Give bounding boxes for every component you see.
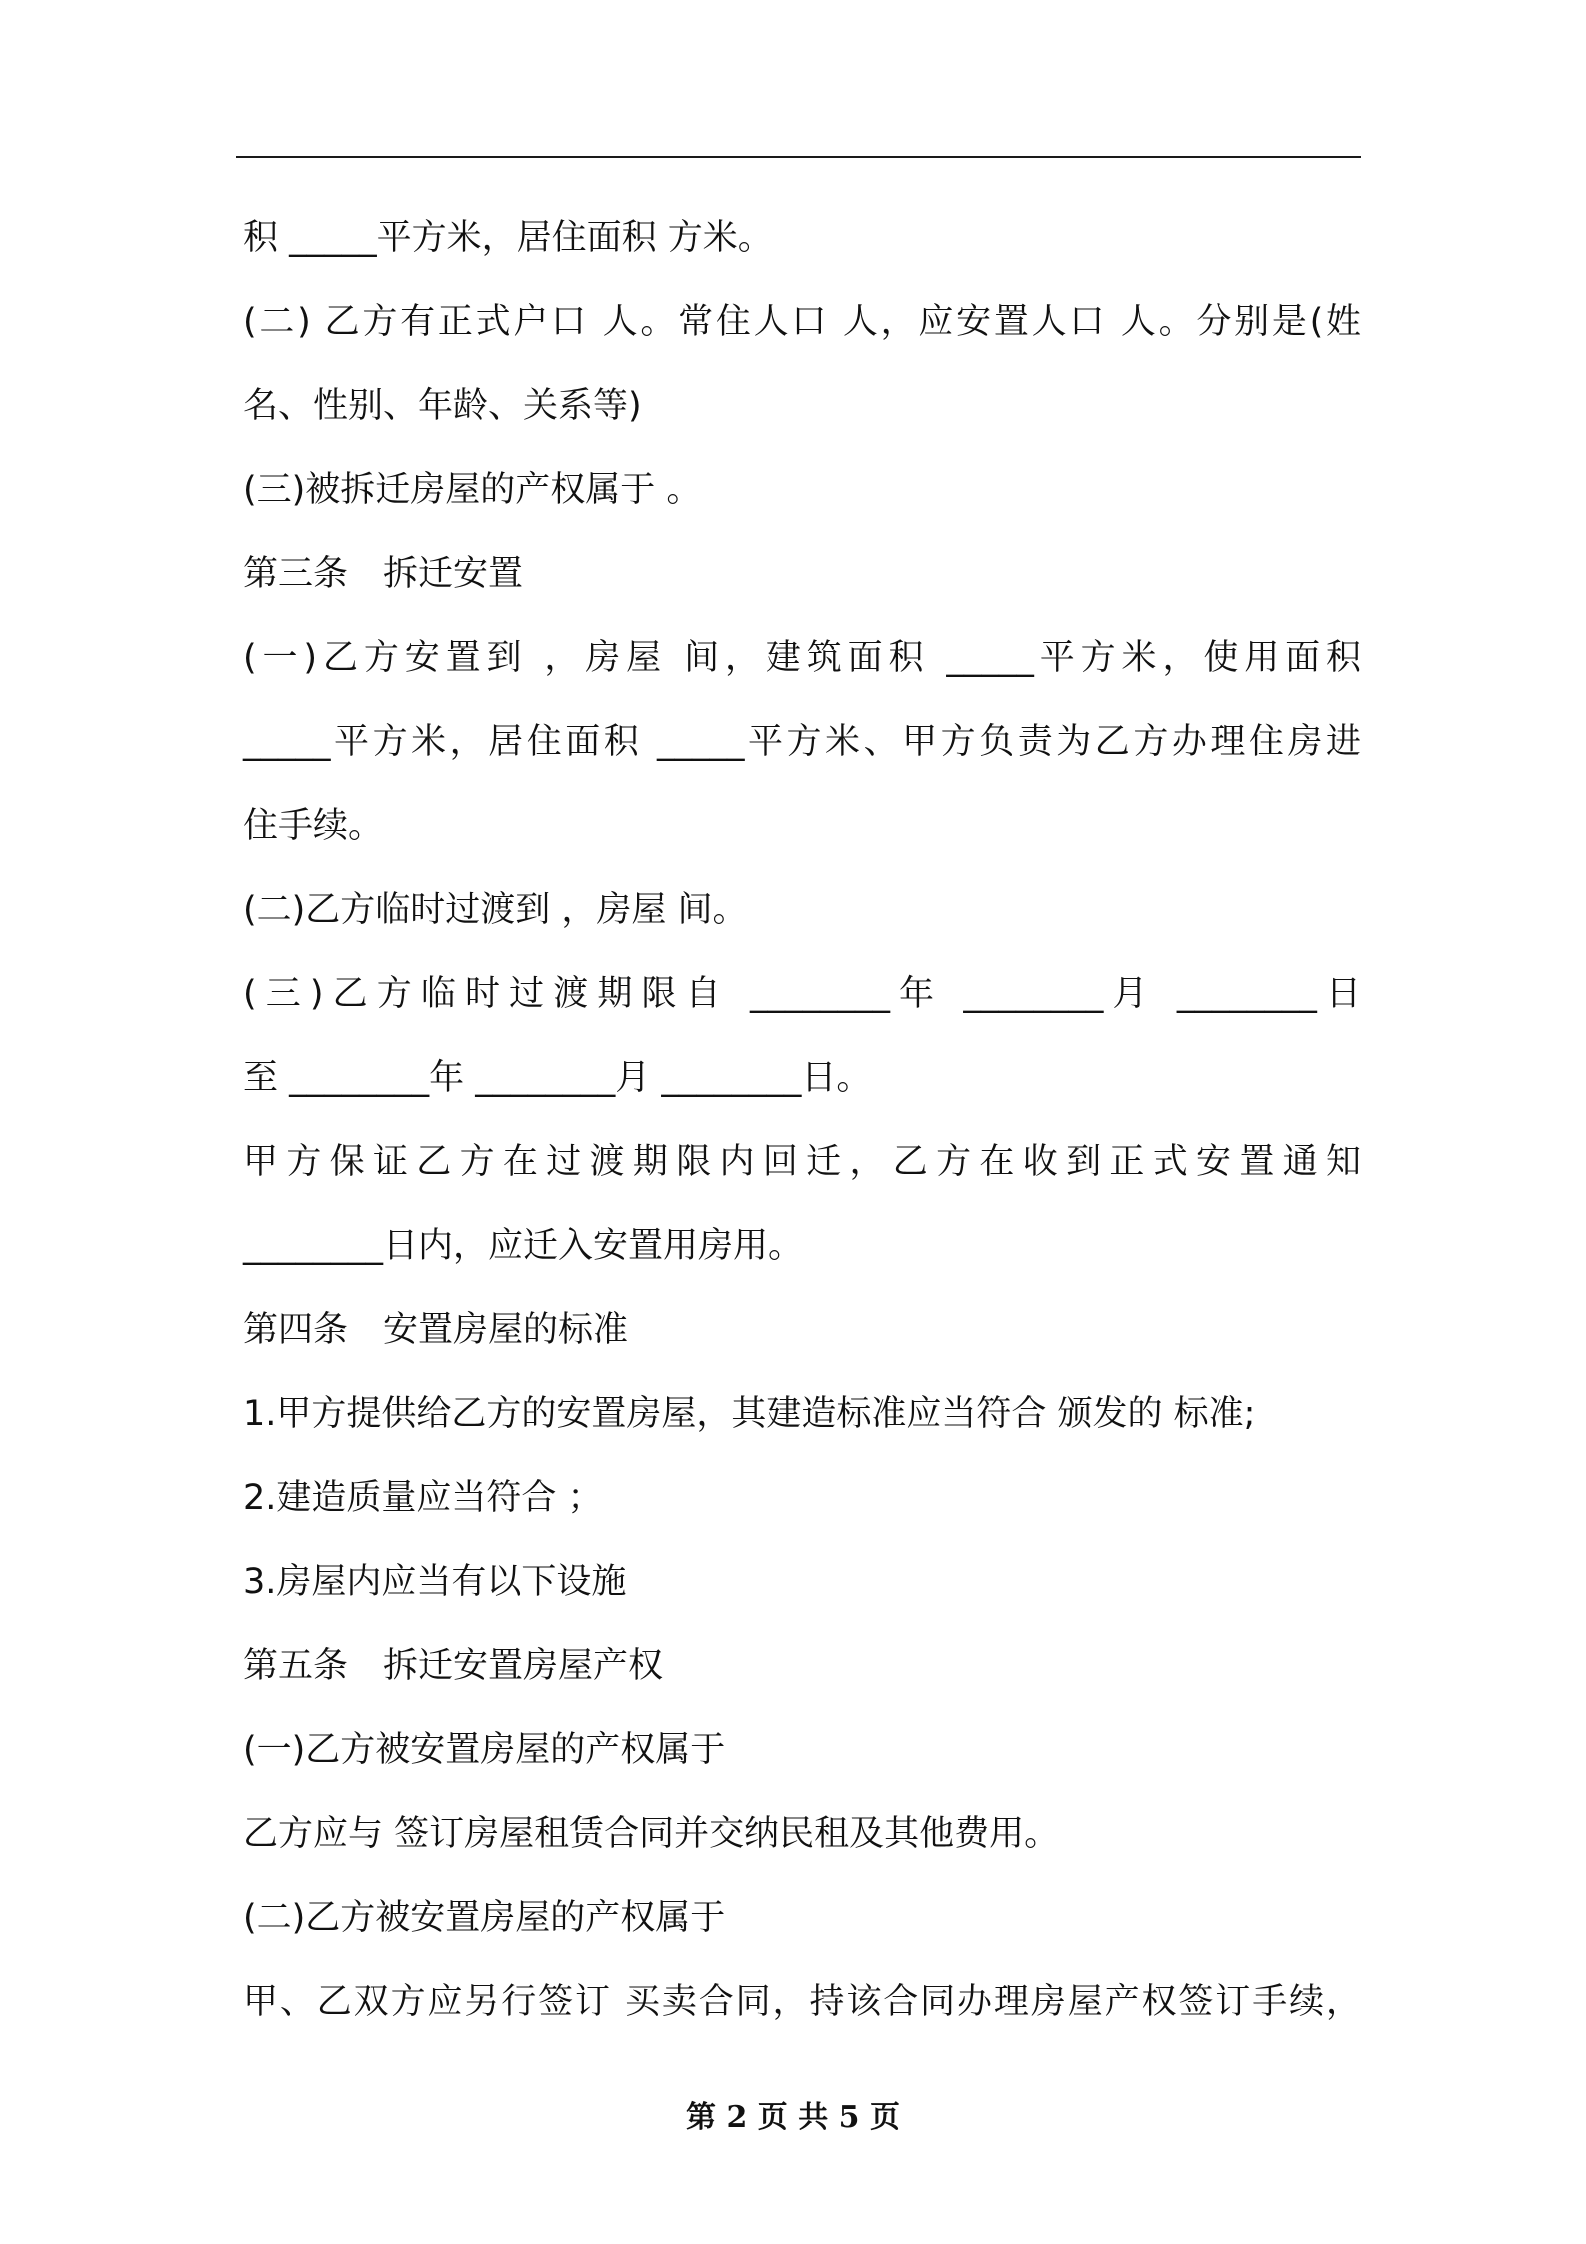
text-line-9: (二)乙方临时过渡到 ，房屋 间。: [243, 890, 748, 930]
text-line-10: (三)乙方临时过渡期限自 ________年 ________月 ________日: [243, 974, 1361, 1014]
text-line-22: 甲、乙双方应另行签订 买卖合同，持该合同办理房屋产权签订手续，: [243, 1982, 1361, 2022]
text-line-4: (三)被拆迁房屋的产权属于 。: [243, 470, 702, 510]
text-line-2: (二) 乙方有正式户口 人。常住人口 人，应安置人口 人。分别是(姓: [243, 302, 1361, 342]
text-line-3: 名、性别、年龄、关系等): [243, 386, 642, 426]
page-number-footer: 第 2 页 共 5 页: [686, 2100, 900, 2135]
text-line-11: 至 ________年 ________月 ________日。: [243, 1058, 872, 1098]
text-line-13: ________日内，应迁入安置用房用。: [243, 1226, 804, 1266]
section-heading-4: 第四条 安置房屋的标准: [243, 1310, 629, 1350]
text-line-8: 住手续。: [243, 806, 384, 846]
text-line-19: (一)乙方被安置房屋的产权属于: [243, 1730, 726, 1770]
text-line-15: 1.甲方提供给乙方的安置房屋，其建造标准应当符合 颁发的 标准;: [243, 1394, 1256, 1434]
section-heading-3: 第三条 拆迁安置: [243, 554, 524, 594]
text-line-21: (二)乙方被安置房屋的产权属于: [243, 1898, 726, 1938]
header-rule: [236, 156, 1361, 158]
document-body: [243, 196, 1361, 2044]
text-line-12: 甲方保证乙方在过渡期限内回迁，乙方在收到正式安置通知: [243, 1142, 1361, 1182]
text-line-16: 2.建造质量应当符合 ；: [243, 1478, 603, 1518]
text-line-20: 乙方应与 签订房屋租赁合同并交纳民租及其他费用。: [243, 1814, 1060, 1854]
section-heading-5: 第五条 拆迁安置房屋产权: [243, 1646, 664, 1686]
text-line-6: (一)乙方安置到 ，房屋 间，建筑面积 _____平方米，使用面积: [243, 638, 1361, 678]
text-line-1: 积 _____平方米，居住面积 方米。: [243, 218, 773, 258]
text-line-17: 3.房屋内应当有以下设施: [243, 1562, 627, 1602]
text-line-7: _____平方米，居住面积 _____平方米、甲方负责为乙方办理住房进: [243, 722, 1361, 762]
